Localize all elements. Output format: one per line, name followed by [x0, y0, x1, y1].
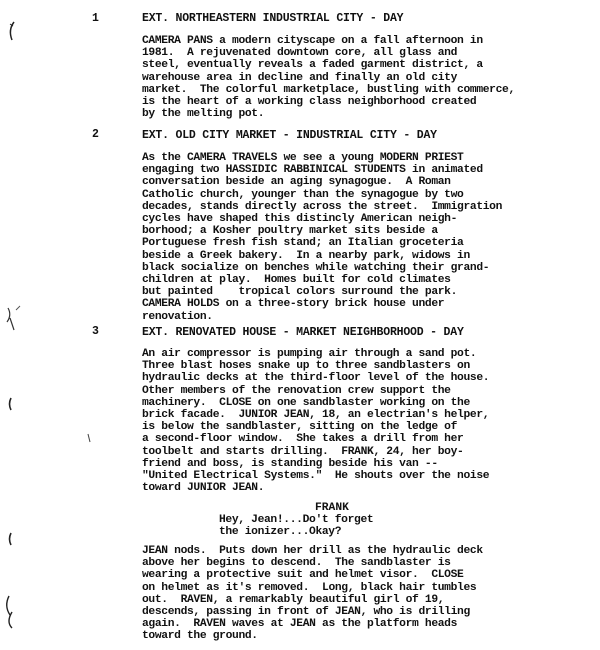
action-line: toward JUNIOR JEAN.: [142, 482, 265, 495]
action-line: 1981. A rejuvenated downtown core, all glass and: [142, 47, 458, 60]
action-line: above her begins to descend. The sandblaster is: [142, 557, 451, 570]
action-line: is below the sandblaster, sitting on the ledge of: [142, 421, 458, 434]
action-line: JEAN nods. Puts down her drill as the hydraulic deck: [142, 545, 483, 557]
action-line: market. The colorful marketplace, bustling with commerce,: [142, 83, 515, 96]
margin-mark: [7, 308, 14, 330]
margin-mark: [10, 398, 12, 410]
action-line: children at play. Homes built for cold climates: [142, 274, 451, 287]
stray-mark: [80, 430, 100, 450]
action-line: CAMERA HOLDS on a three-story brick house under: [142, 298, 445, 311]
action-line: on helmet as it's removed. Long, black hair tumbles: [142, 581, 477, 594]
scene-number: 3: [92, 325, 99, 338]
action-line: decades, stands directly across the street. Immigration: [142, 200, 503, 213]
scene-number: 1: [92, 12, 99, 25]
action-line: out. RAVEN, a remarkably beautiful girl of 19,: [142, 593, 445, 606]
margin-mark: [10, 533, 12, 545]
scene-heading: EXT. NORTHEASTERN INDUSTRIAL CITY - DAY: [142, 12, 404, 25]
action-line: but painted tropical colors surround the park.: [142, 286, 458, 299]
margin-mark: [10, 24, 13, 26]
dialogue-line: the ionizer...Okay?: [219, 526, 342, 539]
dialogue-block: [219, 514, 373, 539]
action-line: "United Electrical Systems." He shouts over the noise: [142, 470, 490, 483]
action-line: again. RAVEN waves at JEAN as the platform heads: [142, 618, 458, 631]
action-line: toolbelt and starts drilling. FRANK, 24, her boy-: [142, 445, 464, 458]
action-line: black socialize on benches while watching their grand-: [142, 261, 490, 274]
action-line: by the melting pot.: [142, 108, 265, 121]
action-line: toward the ground.: [142, 630, 258, 643]
action-line: wearing a protective suit and helmet visor. CLOSE: [142, 569, 464, 582]
margin-mark: [16, 306, 20, 310]
action-line: is the heart of a working class neighborhood created: [142, 96, 477, 109]
margin-marks: [0, 0, 40, 650]
action-line: friend and boss, is standing beside his van --: [142, 457, 438, 470]
action-line: engaging two HASSIDIC RABBINICAL STUDENTS in animated: [142, 164, 483, 177]
action-line: As the CAMERA TRAVELS we see a young MODERN PRIEST: [142, 152, 464, 164]
action-line: a second-floor window. She takes a drill from her: [142, 433, 464, 446]
action-block: [142, 152, 562, 323]
action-line: descends, passing in front of JEAN, who is drilling: [142, 606, 470, 619]
action-line: machinery. CLOSE on one sandblaster working on the: [142, 396, 470, 409]
action-line: cycles have shaped this distincly American neigh-: [142, 213, 458, 226]
action-line: renovation.: [142, 310, 213, 323]
action-block: [142, 348, 562, 494]
action-line: brick facade. JUNIOR JEAN, 18, an electrian's helper,: [142, 409, 490, 422]
action-line: Portuguese fresh fish stand; an Italian groceteria: [142, 237, 464, 250]
scene-heading: EXT. OLD CITY MARKET - INDUSTRIAL CITY - DAY: [142, 129, 437, 142]
action-line: Catholic church, younger than the synagogue by two: [142, 188, 464, 201]
action-line: beside a Greek bakery. In a nearby park, widows in: [142, 249, 470, 262]
action-block: [142, 35, 562, 120]
margin-mark: [10, 22, 14, 40]
action-line: warehouse area in decline and finally an old city: [142, 71, 458, 84]
scene-number: 2: [92, 128, 99, 141]
action-line: Other members of the renovation crew support the: [142, 384, 451, 397]
action-line: conversation beside an aging synagogue. A Roman: [142, 176, 451, 189]
action-line: An air compressor is pumping air through a sand pot.: [142, 348, 477, 360]
action-line: hydraulic decks at the third-floor level of the house.: [142, 372, 490, 385]
action-line: Three blast hoses snake up to three sandblasters on: [142, 360, 470, 373]
scene-heading: EXT. RENOVATED HOUSE - MARKET NEIGHBORHOOD - DAY: [142, 326, 464, 339]
margin-mark: [7, 596, 12, 628]
action-line: CAMERA PANS a modern cityscape on a fall afternoon in: [142, 35, 483, 47]
action-block: [142, 545, 562, 643]
character-name: FRANK: [315, 502, 349, 514]
action-line: steel, eventually reveals a faded garment district, a: [142, 59, 483, 72]
action-line: borhood; a Kosher poultry market sits beside a: [142, 225, 438, 238]
dialogue-line: Hey, Jean!...Do't forget: [219, 514, 374, 526]
